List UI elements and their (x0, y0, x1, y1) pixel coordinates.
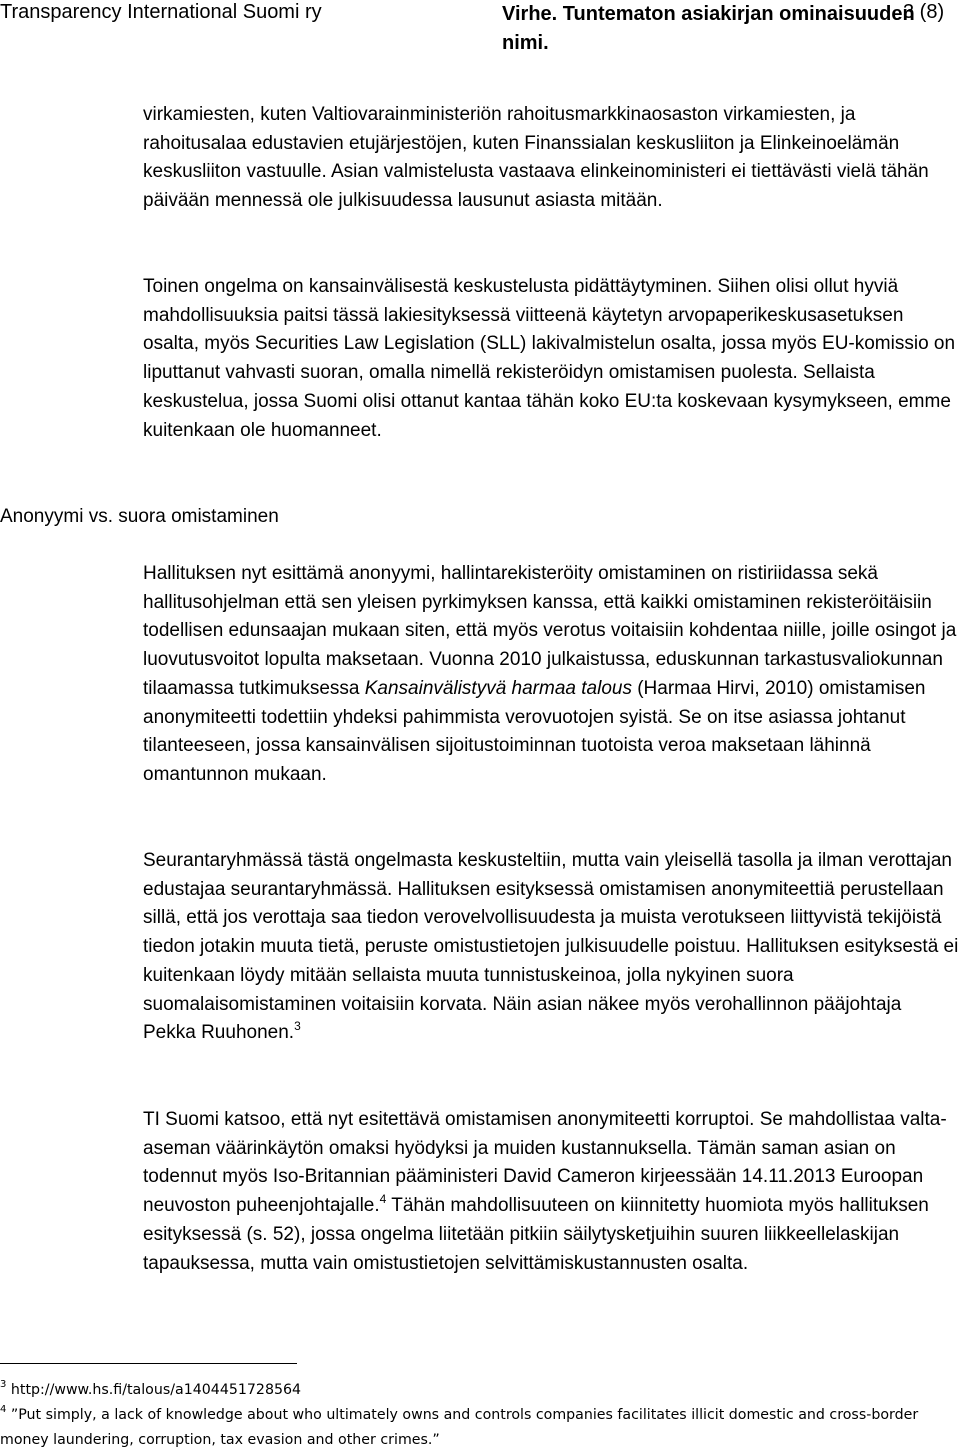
paragraph-officials-responsibility: virkamiesten, kuten Valtiovarainministeriön rahoitusmarkkinaosaston virkamiesten, ja rahoitusalaa edustavien etujärjestöjen, kuten Finanssialan keskusliiton ja Elinkeinoelämän keskusliiton vastuulle. Asian valmistelusta vastaava elinkeinoministeri ei tiettävästi vielä tähän päivään mennessä ole julkisuudessa lausunut asiasta mitään. (143, 104, 929, 212)
paragraph-monitoring-group (143, 847, 959, 1048)
paragraph-international-discussion: Toinen ongelma on kansainvälisestä keskustelusta pidättäytyminen. Siihen olisi ollut hyviä mahdollisuuksia paitsi tässä lakiesityksessä viitteenä käytetyn arvopaperikeskusasetuksen osalta, myös Securities Law Legislation (SLL) lakivalmistelun osalta, jossa myös EU-komissio on liputtanut vahvasti suoran, omalla nimellä rekisteröidyn omistamisen puolesta. Sellaista keskustelua, jossa Suomi olisi ottanut kantaa tähän koko EU:ta koskevaan kysymykseen, emme kuitenkaan ole huomanneet. (143, 276, 956, 441)
footnote-number: 3 (0, 1379, 7, 1390)
footnote-number: 4 (0, 1404, 7, 1415)
paragraph-text: Seurantaryhmässä tästä ongelmasta keskusteltiin, mutta vain yleisellä tasolla ja ilman verottajan edustajaa seurantaryhmässä. Hallituksen esityksessä omistamisen anonymiteettiä perustellaan sillä, että jos verottaja saa tiedon verovelvollisuudesta ja muista verotukseen liittyvistä tekijöistä tiedon jotakin muuta tietä, peruste omistustietojen julkisuudelle poistuu. Hallituksen esityksestä ei kuitenkaan löydy mitään sellaista muuta tunnistuskeinoa, jolla nykyinen suora suomalaisomistaminen voitaisiin korvata. Näin asian näkee myös verohallinnon pääjohtaja Pekka Ruuhonen. (143, 850, 959, 1044)
paragraph-text: TI Suomi katsoo, että nyt esitettävä omistamisen anonymiteetti korruptoi. Se mahdollistaa valta-aseman väärinkäytön omaksi hyödyksi ja muiden kustannuksella. Tämän saman asian on todennut myös Iso-Britannian pääministeri David Cameron kirjeessään 14.11.2013 Euroopan neuvoston puheenjohtajalle. (143, 1109, 947, 1217)
footnote-3 (0, 1378, 955, 1403)
header-organization: Transparency International Suomi ry (0, 1, 322, 23)
footnote-link[interactable]: http://www.hs.fi/talous/a1404451728564 (10, 1382, 302, 1398)
paragraph-text: (Harmaa Hirvi, 2010) omistamisen anonymiteetti todettiin yhdeksi pahimmista verovuotojen syistä. Se on itse asiassa johtanut tilanteeseen, jossa kansainvälisen sijoitustoiminnan tuotoista veroa maksetaan lähinnä omantunnon mukaan. (143, 677, 926, 785)
footnote-reference-3[interactable]: 3 (294, 1019, 301, 1034)
section-heading: Anonyymi vs. suora omistaminen (0, 506, 279, 527)
paragraph-ti-finland-view (143, 1106, 959, 1278)
footnote-separator (0, 1363, 297, 1364)
paragraph-anonymous-ownership (143, 560, 959, 790)
paragraph-text: Hallituksen nyt esittämä anonyymi, hallintarekisteröity omistaminen on ristiriidassa sekä hallitusohjelman että sen yleisen pyrkimyksen kanssa, että kaikki omistaminen rekisteröitäisiin todellisen edunsaajan mukaan siten, että myös verotus voitaisiin kohdentaa niille, joille osingot ja luovutusvoitot lopulta maksetaan. Vuonna 2010 julkaistussa, eduskunnan tarkastusvaliokunnan tilaamassa tutkimuksessa (143, 563, 957, 699)
footnote-4 (0, 1403, 955, 1452)
paragraph-text: Tähän mahdollisuuteen on kiinnitetty huomiota myös hallituksen esityksessä (s. 52), jossa ongelma liitetään pitkiin säilytysketjuihin suuren liikkeellelaskijan tapauksessa, mutta vain omistustietojen selvittämiskustannusten osalta. (143, 1195, 929, 1274)
footnote-text: ”Put simply, a lack of knowledge about who ultimately owns and controls companies facilitates illicit domestic and cross-border money laundering, corruption, tax evasion and other crimes.” (0, 1407, 919, 1448)
footnote-reference-4[interactable]: 4 (379, 1192, 387, 1207)
header-error-field: Virhe. Tuntematon asiakirjan ominaisuuden nimi. (502, 3, 915, 54)
publication-title: Kansainvälistyvä harmaa talous (364, 677, 632, 699)
header-page-number: 3 (8) (903, 1, 945, 23)
